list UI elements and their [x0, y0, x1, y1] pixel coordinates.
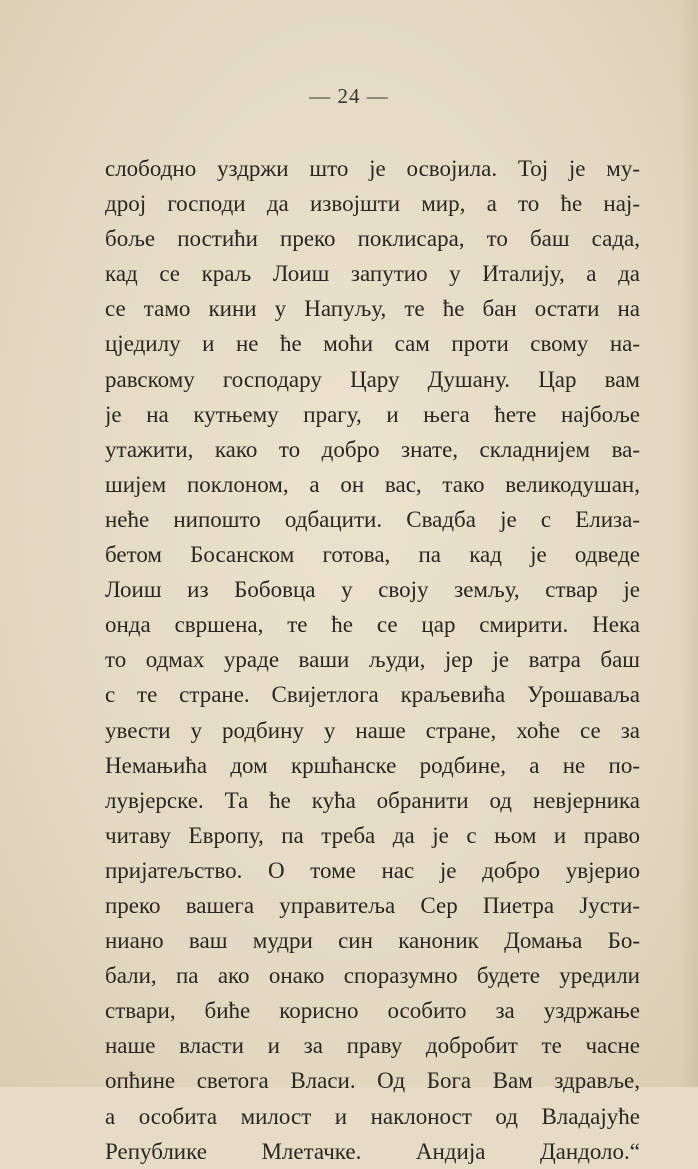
text-line: читаву Европу, па треба да је с њом и право — [105, 822, 640, 848]
text-line: опћине светога Власи. Од Бога Вам здравље, — [105, 1068, 640, 1094]
text-line: пријатељство. О томе нас је добро увјерио — [105, 857, 640, 883]
body-text — [105, 151, 640, 1169]
text-line: је на кутњему прагу, и њега ћете најбоље — [105, 401, 640, 427]
text-line: Лоиш из Бобовца у своју земљу, ствар је — [105, 577, 640, 603]
page-edge-shadow — [680, 0, 698, 1087]
text-line: Републике Млетачке. Андија Дандоло.“ — [105, 1138, 640, 1164]
text-line: неће нипошто одбацити. Свадба је с Елиза- — [105, 506, 640, 532]
text-line: дрој господи да извојшти мир, а то ће нај- — [105, 191, 640, 217]
text-line: лувјерске. Та ће кућа обранити од невјерника — [105, 787, 640, 813]
text-line: наше власти и за праву добробит те часне — [105, 1033, 640, 1059]
text-line: се тамо кини у Напуљу, те ће бан остати на — [105, 296, 640, 322]
text-line: бали, па ако онако споразумно будете уредили — [105, 963, 640, 989]
text-line: с те стране. Свијетлога краљевића Урошаваља — [105, 682, 640, 708]
text-line: а особита милост и наклоност од Владајуће — [105, 1103, 640, 1129]
text-line: то одмах ураде ваши људи, јер је ватра баш — [105, 647, 640, 673]
text-line: шијем поклоном, а он вас, тако великодушан, — [105, 471, 640, 497]
page-number: — 24 — — [309, 84, 389, 108]
text-line: кад се краљ Лоиш запутио у Италију, а да — [105, 261, 640, 287]
text-line: равскому господару Цару Душану. Цар вам — [105, 366, 640, 392]
text-line: онда свршена, те ће се цар смирити. Нека — [105, 612, 640, 638]
text-line: утажити, како то добро знате, складнијем ва- — [105, 436, 640, 462]
text-line: преко вашега управитеља Сер Пиетра Јусти- — [105, 892, 640, 918]
text-line: ствари, биће корисно особито за уздржање — [105, 998, 640, 1024]
text-line: боље постићи преко поклисара, то баш сада, — [105, 226, 640, 252]
text-line: ниано ваш мудри син каноник Домања Бо- — [105, 928, 640, 954]
text-line: бетом Босанском готова, па кад је одведе — [105, 542, 640, 568]
text-line: цједилу и не ће моћи сам проти свому на- — [105, 331, 640, 357]
text-line: увести у родбину у наше стране, хоће се за — [105, 717, 640, 743]
text-line: Немањића дом кршћанске родбине, а не по- — [105, 752, 640, 778]
text-line: слободно уздржи што је освојила. Тој је му- — [105, 156, 640, 181]
